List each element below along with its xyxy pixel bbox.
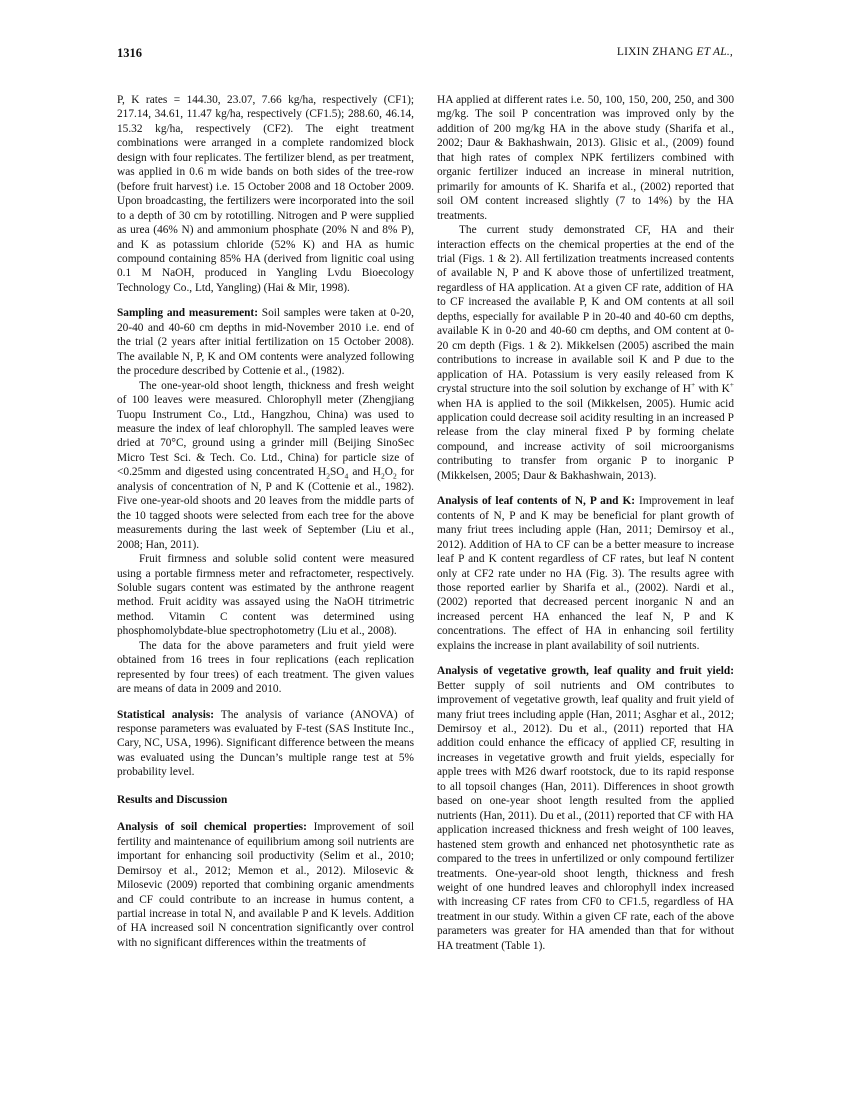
paragraph-ha-rates: HA applied at different rates i.e. 50, 100, 150, 200, 250, and 300 mg/kg. The soil P concentration was improved only by the addition of 200 mg/kg HA in the above study (Sharifa et al., 2002; Daur & Bakhashwain, 2013). Glisic et al., (2009) found that high rates of complex NPK fertilizers combined with organic fertilizer induced an increase in mineral nutrition, primarily for amounts of K. Sharifa et al., (2002) reported that soil OM content increased slightly (7 to 14%) by the HA treatments. bbox=[437, 94, 734, 222]
paragraph-leaf-contents bbox=[437, 494, 734, 653]
running-head bbox=[617, 46, 733, 58]
text-fragment: SO bbox=[329, 466, 345, 479]
subheading-statistical-analysis: Statistical analysis: bbox=[117, 708, 215, 721]
running-head-etal: ET AL., bbox=[696, 46, 733, 58]
paragraph-treatment-rates: P, K rates = 144.30, 23.07, 7.66 kg/ha, respectively (CF1); 217.14, 34.61, 11.47 kg/ha, respectively (CF1.5); 288.60, 46.14, 15.32 kg/ha, respectively (CF2). The eight treatment combinations were arranged in a complete randomized block design with four replicates. The fertilizer blend, as per treatment, was applied in 0.6 m wide bands on both sides of the tree-row (before fruit harvest) i.e. 15 October 2008 and 18 October 2009. Upon broadcasting, the fertilizers were incorporated into the soil to a depth of 30 cm by rototilling. Nitrogen and P were supplied as urea (46% N) and ammonium phosphate (20% N and 8% P), and K as potassium chloride (52% K) and HA as humic compound containing 85% HA (derived from lignitic coal using 0.1 M NaOH, produced in Yangling Lvdu Bioecology Technology Co., Ltd, Yangling) (Hai & Mir, 1998). bbox=[117, 94, 414, 294]
paragraph-fruit-quality: Fruit firmness and soluble solid content were measured using a portable firmness meter and refractometer, respectively. Soluble sugars content was estimated by the anthrone reagent method. Fruit acidity was assayed using the NaOH titrimetric method. Vitamin C content was determined using phosphomolybdate-blue spectrophotometry (Liu et al., 2008). bbox=[117, 553, 414, 638]
running-head-author: LIXIN ZHANG bbox=[616, 46, 694, 58]
subheading-leaf-contents: Analysis of leaf contents of N, P and K: bbox=[437, 495, 636, 508]
text-fragment: with K bbox=[695, 383, 730, 396]
paragraph-soil-chemical-text: Improvement of soil fertility and maintenance of equilibrium among soil nutrients are important for enhancing soil productivity (Selim et al., 2010; Demirsoy et al., 2012; Memon et al., 2012). Milosevic & Milosevic (2009) reported that combining organic amendments and CF could contribute to an increase in humus content, a partial increase in total N, and available P and K levels. Addition of HA increased soil N concentration significantly over control with no significant differences within the treatments of bbox=[117, 821, 415, 949]
paragraph-statistical-text: The analysis of variance (ANOVA) of response parameters was evaluated by F-test (SAS Institute Inc., Cary, NC, USA, 1996). Significant difference between the means was evaluated using the Duncan’s multiple range test at 5% probability level. bbox=[117, 708, 414, 779]
paragraph-soil-chemical bbox=[117, 820, 414, 950]
section-heading-results: Results and Discussion bbox=[117, 793, 228, 806]
page-number: 1316 bbox=[117, 46, 142, 60]
paragraph-sampling bbox=[117, 306, 414, 378]
paragraph-vegetative-growth-text: Better supply of soil nutrients and OM contributes to improvement of vegetative growth, leaf quality and fruit yield of many friut trees including apple (Han, 2011; Asghar et al., 2012; Demirsoy et al., 2012). Du et al., (2011) reported that HA addition could enhance the efficacy of applied CF, resulting in increases in vegetative growth and fruit yields, especially for apple trees with M26 dwarf rootstock, due to its rapid response to all topsoil changes (Han, 2011). Differences in shoot growth based on one-year shoot length resulted from the applied nutrients (Han, 2011). Du et al., (2011) reported that CF with HA application increased thickness and fresh weight of 100 leaves, hastened stem growth and enhanced net photosynthetic rate as compared to the trees in unfertilized or only compound fertilizer treatments. One-year-old shoot length, thickness and fresh weight of one hundred leaves and chlorophyll index increased with increasing CF rates from CF0 to CF1.5, regardless of HA treatment in our study. Within a given CF rate, each of the above parameters was greater for HA amended than that for without HA treatment (Table 1). bbox=[437, 679, 734, 952]
text-fragment: for analysis of concentration of N, P and K (Cottenie et al., 1982). Five one-year-old shoots and 20 leaves from the middle parts of the 10 tagged shoots were selected from each tree for the above measurements during the last week of September (Liu et al., 2008; Han, 2011). bbox=[117, 466, 414, 551]
text-fragment: and H bbox=[348, 466, 381, 479]
paragraph-sampling-text: Soil samples were taken at 0-20, 20-40 and 40-60 cm depths in mid-November 2010 i.e. end of the trial (2 years after initial fertilization on 15 October 2008). The available N, P, K and OM contents were analyzed following the procedure described by Cottenie et al., (1982). bbox=[117, 307, 414, 378]
subheading-vegetative-growth: Analysis of vegetative growth, leaf quality and fruit yield: bbox=[437, 665, 734, 678]
paragraph-statistical-analysis bbox=[117, 708, 414, 780]
subscript: 4 bbox=[344, 471, 349, 481]
subheading-soil-chemical: Analysis of soil chemical properties: bbox=[117, 821, 307, 834]
paragraph-leaf-contents-text: Improvement in leaf contents of N, P and K may be beneficial for plant growth of many friut trees including apple (Han, 2011; Demirsoy et al., 2012). Addition of HA to CF can be a better measure to increase leaf P and K content regardless of CF rates, but leaf N content only at CF2 rate under no HA (Fig. 3). The results agree with those reported earlier by Sharifa et al., (2002). Nardi et al., (2002) reported that decreased percent inorganic N and an increased percent HA enhanced the leaf N, P and K concentrations. The effect of HA in enhancing soil fertility explains the increase in plant availability of soil nutrients. bbox=[437, 495, 734, 652]
paragraph-current-study bbox=[437, 223, 734, 483]
subscript: 2 bbox=[392, 471, 397, 481]
text-fragment: The one-year-old shoot length, thickness and fresh weight of 100 leaves were measured. Chlorophyll meter (Zhengjiang Tuopu Instrument Co., Ltd., Hangzhou, China) was used to measure the index of leaf chlorophyll. The sampled leaves were dried at 70°C, ground using a grinder mill (Beijing SinoSec Micro Test Sci. & Tech. Co. Ltd., China) for particle size of <0.25mm and digested using concentrated H bbox=[117, 379, 414, 479]
left-column bbox=[117, 93, 414, 950]
right-column bbox=[437, 93, 734, 953]
paragraph-vegetative-growth bbox=[437, 664, 734, 953]
subscript: 2 bbox=[380, 471, 385, 481]
text-fragment: when HA is applied to the soil (Mikkelsen, 2005). Humic acid application could decrease soil acidity resulting in an increased P release from the clay mineral fixed P by forming chelate compound, and increase activity of soil microorganisms contributing to transfer from organic P to inorganic P (Mikkelsen, 2005; Daur & Bakhashwain, 2013). bbox=[437, 397, 734, 482]
superscript: + bbox=[691, 380, 696, 390]
subheading-sampling: Sampling and measurement: bbox=[117, 307, 258, 320]
superscript: + bbox=[729, 380, 735, 390]
paragraph-shoot-measurements bbox=[117, 379, 414, 552]
paragraph-data-collection: The data for the above parameters and fruit yield were obtained from 16 trees in four replications (each replication represented by four trees) of each treatment. The given values are means of data in 2009 and 2010. bbox=[117, 639, 414, 696]
text-fragment: The current study demonstrated CF, HA and their interaction effects on the chemical properties at the end of the trial (Figs. 1 & 2). All fertilization treatments increased contents of available N, P and K above those of unfertilized treatment, regardless of HA application. At a given CF rate, addition of HA to CF increased the available P, K and OM contents at all soil depths, especially for available P in 20-40 and 40-60 cm depths, available K in 0-20 and 40-60 cm depths, and OM content at 0-20 cm depth (Figs. 1 & 2). Mikkelsen (2005) ascribed the main contributions to increase in available soil K and P due to the application of HA. Potassium is very easily released from K crystal structure into the soil solution by exchange of H bbox=[437, 224, 734, 396]
text-fragment: O bbox=[384, 466, 393, 479]
subscript: 2 bbox=[326, 471, 330, 481]
